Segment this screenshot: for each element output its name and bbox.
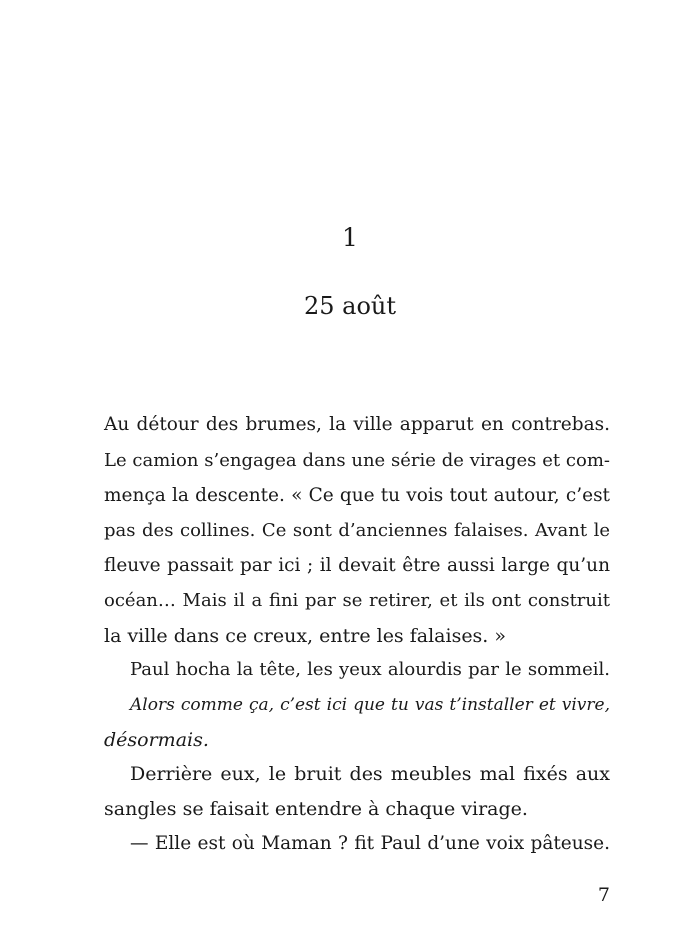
text-line: sangles se faisait entendre à chaque virage.: [104, 798, 528, 820]
text-line: Le camion s’engagea dans une série de virages et com-: [104, 450, 610, 471]
text-line: Derrière eux, le bruit des meubles mal fixés aux: [130, 763, 610, 785]
text-line: océan… Mais il a fini par se retirer, et ils ont construit: [104, 590, 610, 611]
dialogue-line: — Elle est où Maman ? fit Paul d’une voix pâteuse.: [130, 833, 610, 854]
text-line: mença la descente. « Ce que tu vois tout autour, c’est: [104, 485, 610, 506]
text-line: Au détour des brumes, la ville apparut en contrebas.: [104, 414, 610, 435]
chapter-title-date: 25 août: [303, 292, 397, 320]
chapter-number: 1: [342, 223, 358, 252]
text-line: pas des collines. Ce sont d’anciennes falaises. Avant le: [104, 520, 610, 541]
text-line: fleuve passait par ici ; il devait être aussi large qu’un: [104, 555, 610, 576]
text-line: la ville dans ce creux, entre les falaises. »: [104, 625, 507, 647]
page-number: 7: [597, 884, 610, 906]
text-line: Paul hocha la tête, les yeux alourdis par le sommeil.: [130, 659, 610, 680]
italic-text-line: Alors comme ça, c’est ici que tu vas t’installer et vivre,: [130, 695, 610, 715]
italic-text-line: désormais.: [104, 729, 209, 751]
